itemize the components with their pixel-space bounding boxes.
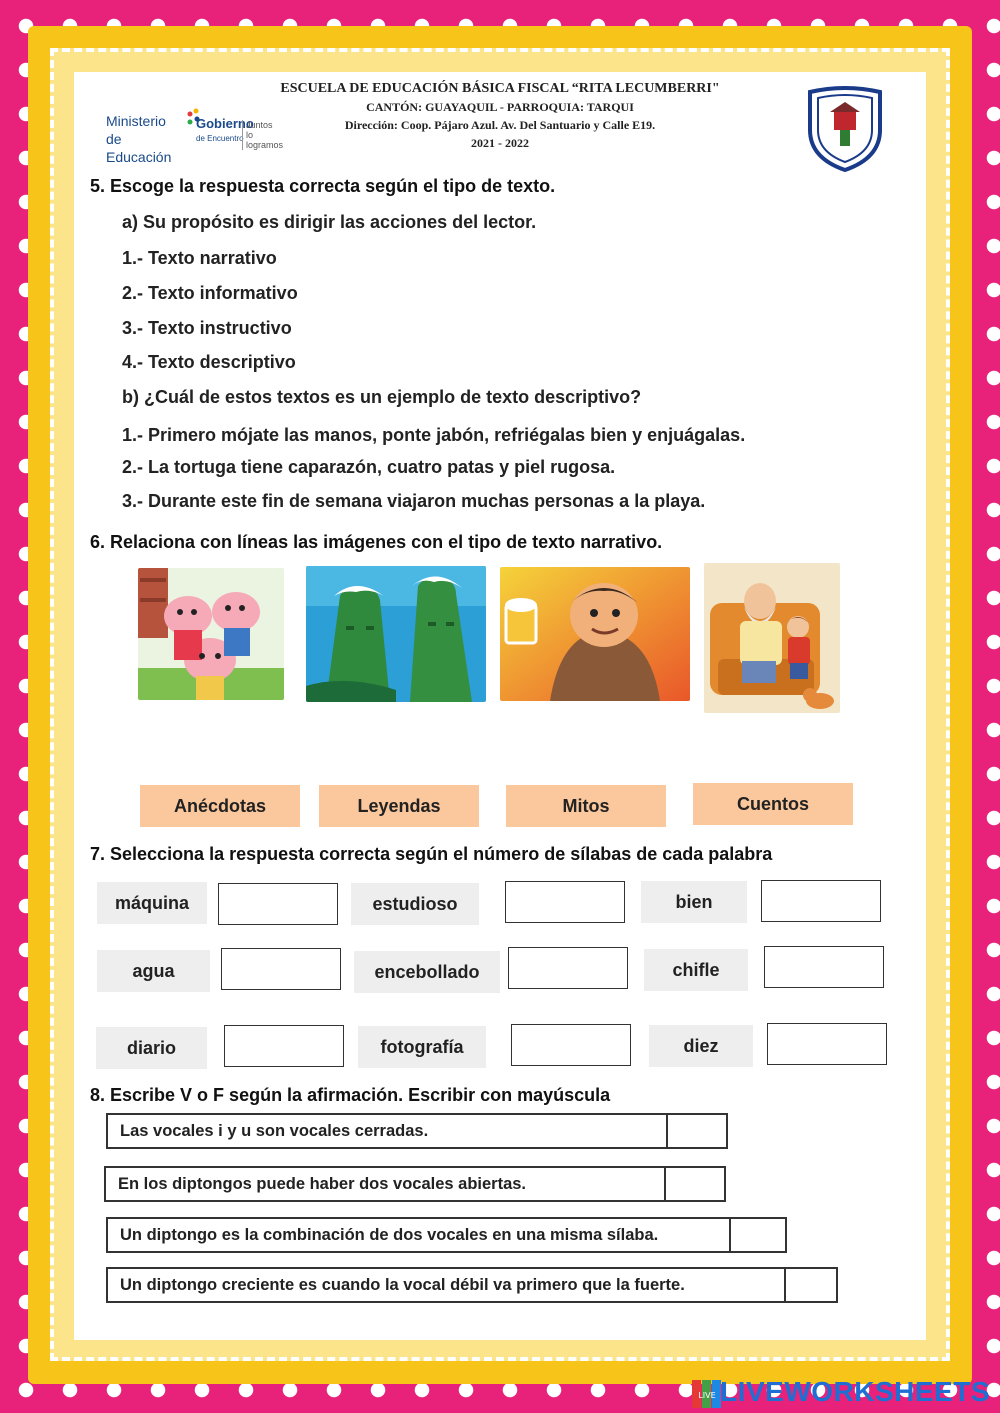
syllable-answer-box[interactable] [218,883,338,925]
friar-anecdote-illustration[interactable] [500,567,690,701]
syllable-answer-box[interactable] [764,946,884,988]
q5-a-option[interactable]: 2.- Texto informativo [122,283,298,303]
ministerio-logo: Ministerio de Educación [106,113,172,165]
liveworksheets-badge-icon [692,1380,722,1408]
vf-statement-row [106,1217,787,1253]
syllable-answer-box[interactable] [505,881,625,923]
tag-anecdotas[interactable]: Anécdotas [140,785,300,827]
word-encebollado: encebollado [354,951,500,993]
q5-b-option[interactable]: 1.- Primero mójate las manos, ponte jabón, refriégalas bien y enjuágalas. [122,425,746,445]
vf-statement-row [104,1166,726,1202]
liveworksheets-logo[interactable]: LIVEWORKSHEETS [720,1376,990,1407]
syllable-answer-box[interactable] [767,1023,887,1065]
q5-a-option[interactable]: 3.- Texto instructivo [122,318,292,338]
tag-cuentos[interactable]: Cuentos [693,783,853,825]
q5-a-option[interactable]: 1.- Texto narrativo [122,248,277,268]
q5-title: 5. Escoge la respuesta correcta según el tipo de texto. [90,176,556,196]
vf-statement-text: En los diptongos puede haber dos vocales abiertas. [118,1175,527,1193]
vf-answer-box[interactable] [666,1113,728,1149]
word-agua: agua [97,950,210,992]
vf-answer-box[interactable] [784,1267,838,1303]
vf-statement-text: Un diptongo es la combinación de dos vocales en una misma sílaba. [120,1226,659,1244]
q8-title: 8. Escribe V o F según la afirmación. Escribir con mayúscula [90,1085,611,1105]
syllable-answer-box[interactable] [761,880,881,922]
vf-answer-box[interactable] [664,1166,726,1202]
gobierno-text: Gobierno [196,116,254,131]
vf-statement-text: Las vocales i y u son vocales cerradas. [120,1122,429,1140]
q6-title: 6. Relaciona con líneas las imágenes con el tipo de texto narrativo. [90,532,663,552]
gobierno-slogan: Juntos lo logramos [242,120,282,150]
q7-title: 7. Selecciona la respuesta correcta según el número de sílabas de cada palabra [90,844,773,864]
mountains-legend-illustration[interactable] [306,566,486,702]
word-bien: bien [641,881,747,923]
word-maquina: máquina [97,882,207,924]
syllable-answer-box[interactable] [508,947,628,989]
q5-b-prompt: b) ¿Cuál de estos textos es un ejemplo de texto descriptivo? [122,387,642,407]
school-address: Dirección: Coop. Pájaro Azul. Av. Del Santuario y Calle E19. [344,118,656,132]
word-estudioso: estudioso [351,883,479,925]
vf-statement-text: Un diptongo creciente es cuando la vocal débil va primero que la fuerte. [120,1276,685,1294]
tag-mitos[interactable]: Mitos [506,785,666,827]
three-pigs-illustration[interactable] [138,568,284,700]
syllable-answer-box[interactable] [511,1024,631,1066]
tag-leyendas[interactable]: Leyendas [319,785,479,827]
school-period: 2021 - 2022 [471,136,529,150]
q5-a-option[interactable]: 4.- Texto descriptivo [122,352,296,372]
word-chifle: chifle [644,949,748,991]
school-header [230,80,770,152]
syllable-answer-box[interactable] [224,1025,344,1067]
gobierno-subtext: de Encuentro [196,134,244,143]
school-name: ESCUELA DE EDUCACIÓN BÁSICA FISCAL “RITA LECUMBERRI" [280,81,720,96]
school-crest-icon [806,86,884,172]
word-diario: diario [96,1027,207,1069]
q5-b-option[interactable]: 3.- Durante este fin de semana viajaron muchas personas a la playa. [122,491,706,511]
syllable-answer-box[interactable] [221,948,341,990]
svg-text:LIVE: LIVE [698,1391,716,1400]
q5-a-prompt: a) Su propósito es dirigir las acciones del lector. [122,212,537,232]
vf-answer-box[interactable] [729,1217,787,1253]
vf-statement-row [106,1267,838,1303]
q5-b-option[interactable]: 2.- La tortuga tiene caparazón, cuatro patas y piel rugosa. [122,457,616,477]
word-fotografia: fotografía [358,1026,486,1068]
school-canton: CANTÓN: GUAYAQUIL - PARROQUIA: TARQUI [366,100,634,114]
word-diez: diez [649,1025,753,1067]
grandfather-story-illustration[interactable] [704,563,840,713]
vf-statement-row [106,1113,728,1149]
